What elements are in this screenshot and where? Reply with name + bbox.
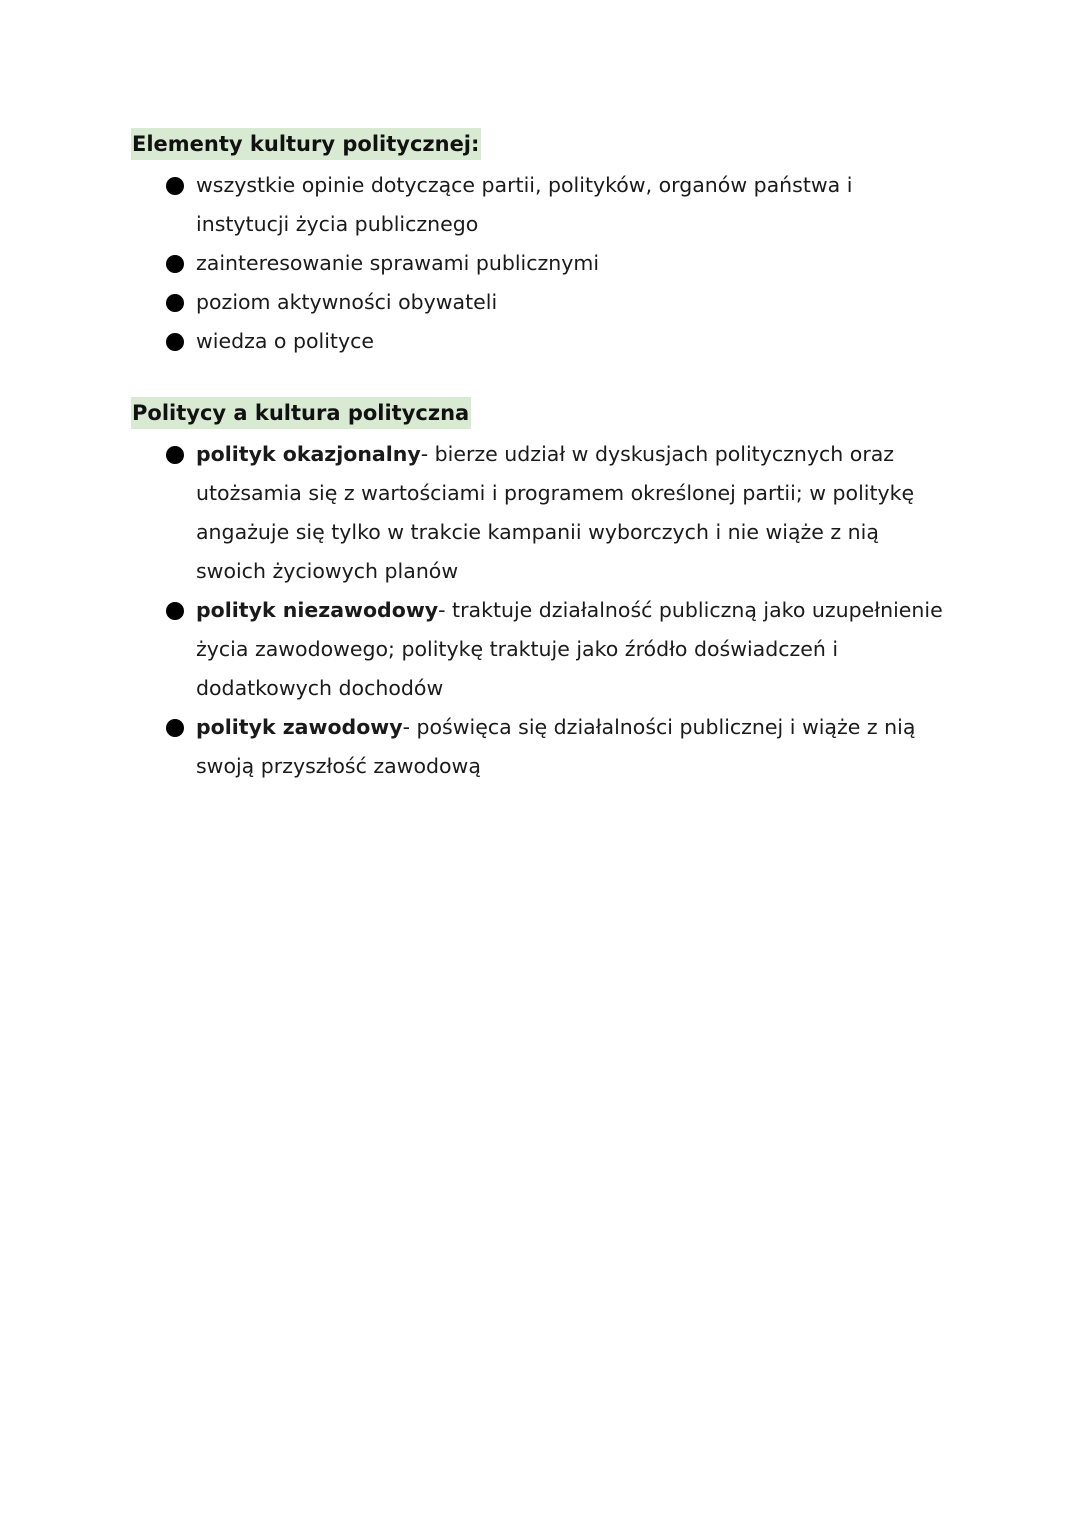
list-item-text: wiedza o polityce [196,329,374,353]
bullet-icon [166,255,184,273]
bullet-icon [166,294,184,312]
section-politycy [131,397,951,786]
document-page [131,128,951,786]
section-heading: Politycy a kultura polityczna [131,397,471,429]
list-item-text: poziom aktywności obywateli [196,290,498,314]
bullet-icon [166,719,184,737]
list-item [131,283,951,322]
list-item [131,322,951,361]
bullet-icon [166,446,184,464]
term-definition: - poświęca się działalności publicznej i wiąże z nią swoją przyszłość zawodową [196,715,916,778]
term-label: polityk okazjonalny [196,442,421,466]
term-label: polityk zawodowy [196,715,403,739]
term-definition: - bierze udział w dyskusjach politycznych oraz utożsamia się z wartościami i programem określonej partii; w politykę angażuje się tylko w trakcie kampanii wyborczych i nie wiąże z nią swoich życiowych planów [196,442,915,583]
term-definition: - traktuje działalność publiczną jako uzupełnienie życia zawodowego; politykę traktuje jako źródło doświadczeń i dodatkowych dochodów [196,598,943,700]
bullet-icon [166,333,184,351]
list-item-text: zainteresowanie sprawami publicznymi [196,251,600,275]
list-item [131,708,951,786]
bullet-list [131,435,951,786]
section-elementy-kultury [131,128,951,361]
list-item-text: wszystkie opinie dotyczące partii, polityków, organów państwa i instytucji życia publicznego [196,173,853,236]
term-label: polityk niezawodowy [196,598,439,622]
section-heading: Elementy kultury politycznej: [131,128,481,160]
bullet-icon [166,602,184,620]
list-item [131,244,951,283]
list-item [131,591,951,708]
list-item [131,166,951,244]
bullet-list [131,166,951,361]
list-item [131,435,951,591]
bullet-icon [166,177,184,195]
